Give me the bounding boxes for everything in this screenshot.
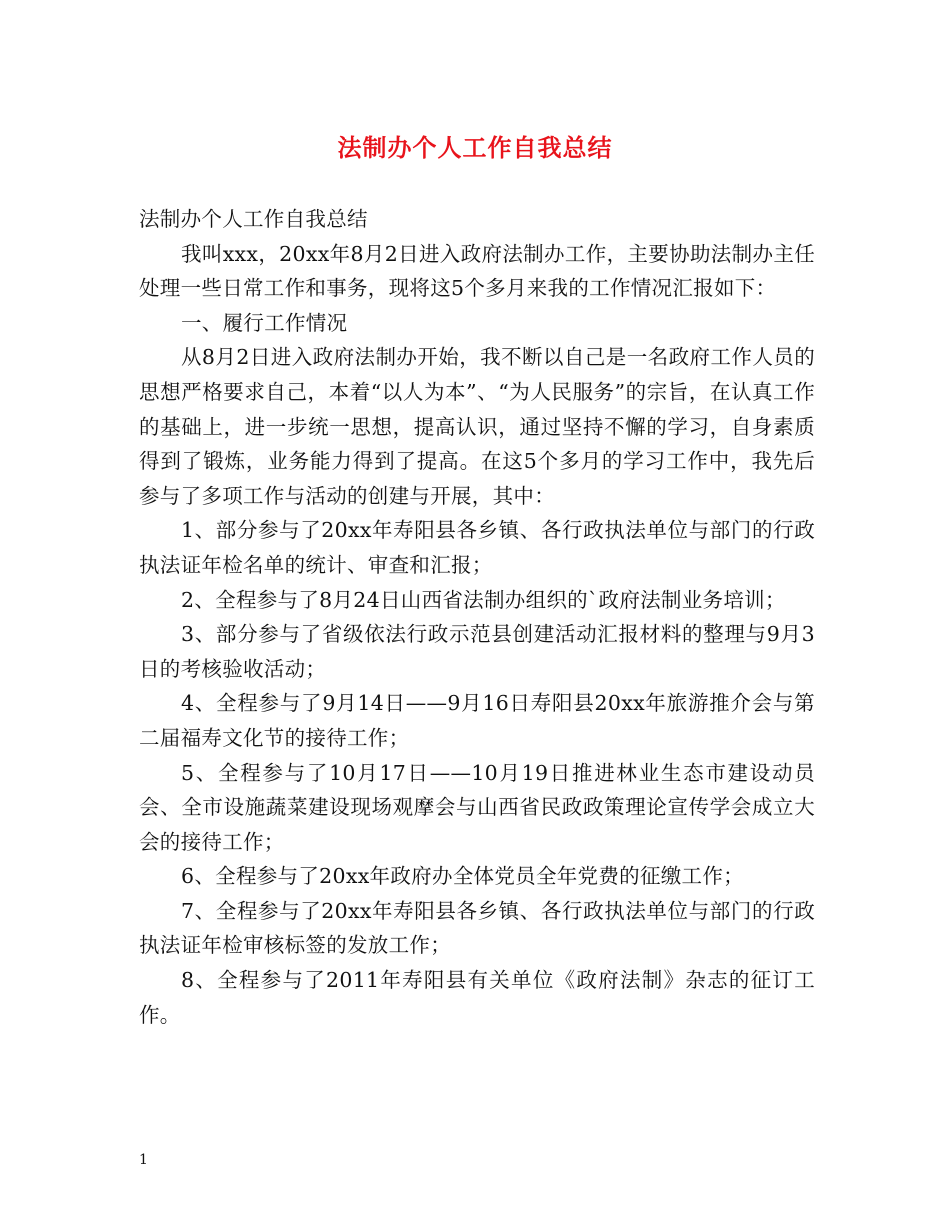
- page-number: 1: [139, 1152, 148, 1168]
- paragraph-summary: 从8月2日进入政府法制办开始，我不断以自己是一名政府工作人员的思想严格要求自己，本着“以人为本”、“为人民服务”的宗旨，在认真工作的基础上，进一步统一思想，提高认识，通过坚持不懈的学习，自身素质得到了锻炼，业务能力得到了提高。在这5个多月的学习工作中，我先后参与了多项工作与活动的创建与开展，其中：: [139, 345, 815, 508]
- list-item-8: 8、全程参与了2011年寿阳县有关单位《政府法制》杂志的征订工作。: [139, 968, 815, 1027]
- body-heading: 法制办个人工作自我总结: [139, 207, 368, 231]
- document-title: 法制办个人工作自我总结: [337, 133, 613, 162]
- list-item-1: 1、部分参与了20xx年寿阳县各乡镇、各行政执法单位与部门的行政执法证年检名单的统计、审查和汇报；: [139, 518, 815, 577]
- list-item-6: 6、全程参与了20xx年政府办全体党员全年党费的征缴工作；: [181, 864, 744, 889]
- paragraph-intro: 我叫xxx，20xx年8月2日进入政府法制办工作，主要协助法制办主任处理一些日常工作和事务，现将这5个多月来我的工作情况汇报如下：: [139, 241, 815, 301]
- document-body: [139, 202, 815, 1032]
- list-item-5: 5、全程参与了10月17日——10月19日推进林业生态市建设动员会、全市设施蔬菜建设现场观摩会与山西省民政政策理论宣传学会成立大会的接待工作；: [139, 760, 815, 854]
- list-item-2: 2、全程参与了8月24日山西省法制办组织的`政府法制业务培训；: [181, 587, 786, 612]
- section-heading: 一、履行工作情况: [181, 310, 348, 335]
- list-item-3: 3、部分参与了省级依法行政示范县创建活动汇报材料的整理与9月3日的考核验收活动；: [139, 622, 815, 681]
- list-item-7: 7、全程参与了20xx年寿阳县各乡镇、各行政执法单位与部门的行政执法证年检审核标签的发放工作；: [139, 898, 815, 958]
- list-item-4: 4、全程参与了9月14日——9月16日寿阳县20xx年旅游推介会与第二届福寿文化节的接待工作；: [139, 691, 815, 750]
